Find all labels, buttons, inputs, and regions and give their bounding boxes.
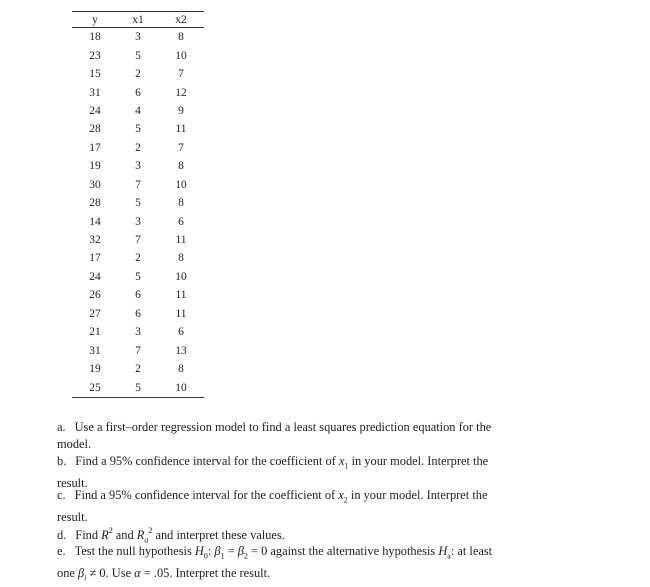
question-letter: a. xyxy=(57,420,66,434)
table-row xyxy=(72,378,204,397)
table-cell: 5 xyxy=(135,197,141,210)
table-cell: 7 xyxy=(135,178,141,191)
table-cell: 6 xyxy=(135,307,141,320)
table-cell: 4 xyxy=(135,104,141,117)
table-row xyxy=(72,65,204,83)
subscript: i xyxy=(84,573,87,583)
question-letter: b. xyxy=(57,454,67,468)
table-cell: 5 xyxy=(135,270,141,283)
question-text: and interpret these values. xyxy=(152,528,285,543)
subscript: a xyxy=(144,535,149,545)
table-cell: 25 xyxy=(72,378,118,397)
question-text-cont: ≠ 0. Use xyxy=(86,565,135,580)
table-cell: 17 xyxy=(89,252,101,265)
table-cell: 31 xyxy=(89,86,101,99)
table-cell: 9 xyxy=(178,104,184,117)
question-text: : xyxy=(207,544,215,558)
table-row xyxy=(72,176,204,194)
table-cell: 24 xyxy=(89,270,101,283)
question-e xyxy=(57,543,557,587)
table-cell: 32 xyxy=(89,234,101,247)
table-cell: 11 xyxy=(175,289,187,302)
table-row xyxy=(72,249,204,267)
table-cell: 3 xyxy=(135,326,141,339)
question-text: Find xyxy=(75,528,102,543)
question-text-cont: = .05. Interpret the result. xyxy=(140,565,271,580)
question-text: in your model. Interpret the xyxy=(347,488,488,502)
table-row xyxy=(72,157,204,175)
table-cell: 10 xyxy=(175,178,187,191)
table-cell: 2 xyxy=(135,363,141,376)
table-cell: 7 xyxy=(135,344,141,357)
table-cell: 5 xyxy=(135,123,141,136)
table-row xyxy=(72,231,204,249)
question-a xyxy=(57,419,557,454)
superscript: 2 xyxy=(108,526,113,535)
variable: β xyxy=(237,544,244,558)
table-cell: 10 xyxy=(158,378,204,397)
subscript: 2 xyxy=(243,551,248,561)
table-cell: 17 xyxy=(89,141,101,154)
variable: α xyxy=(134,565,141,580)
table-cell: 6 xyxy=(178,326,184,339)
data-table xyxy=(72,11,204,398)
table-header-row xyxy=(72,12,204,28)
variable: H xyxy=(438,544,448,558)
question-text: = xyxy=(224,544,238,558)
question-letter: d. xyxy=(57,528,67,543)
subscript: 0 xyxy=(203,551,208,561)
header-y: y xyxy=(72,12,118,28)
table-cell: 5 xyxy=(135,49,141,62)
table-cell: 18 xyxy=(89,31,101,44)
table-cell: 2 xyxy=(135,141,141,154)
table-cell: 12 xyxy=(175,86,187,99)
subscript: 2 xyxy=(343,495,348,505)
table-cell: 3 xyxy=(135,160,141,173)
header-x2: x2 xyxy=(158,12,204,28)
table-cell: 31 xyxy=(89,344,101,357)
table-cell: 8 xyxy=(178,160,184,173)
table-cell: 11 xyxy=(175,234,187,247)
table-cell: 2 xyxy=(135,252,141,265)
question-text: and xyxy=(112,528,137,543)
table-row xyxy=(72,305,204,323)
table-cell: 23 xyxy=(89,49,101,62)
table-cell: 10 xyxy=(175,270,187,283)
question-text: in your model. Interpret the xyxy=(348,454,489,468)
question-text: = 0 against the alternative hypothesis xyxy=(247,544,439,558)
table-row xyxy=(72,194,204,212)
table-cell: 27 xyxy=(89,307,101,320)
table-cell: 13 xyxy=(175,344,187,357)
table-cell: 11 xyxy=(175,123,187,136)
superscript: 2 xyxy=(148,526,153,535)
table-cell: 19 xyxy=(89,160,101,173)
table-cell: 8 xyxy=(178,31,184,44)
table-row xyxy=(72,360,204,378)
header-x1: x1 xyxy=(118,12,158,28)
question-text: Find a 95% confidence interval for the coefficient of xyxy=(74,488,339,502)
variable: x xyxy=(338,454,345,468)
table-row xyxy=(72,139,204,157)
table-cell: 8 xyxy=(178,363,184,376)
question-text: Test the null hypothesis xyxy=(74,544,195,558)
table-cell: 6 xyxy=(135,86,141,99)
variable: R xyxy=(101,528,109,543)
variable: β xyxy=(214,544,221,558)
question-text-cont: one xyxy=(57,565,78,580)
subscript: 1 xyxy=(220,551,225,561)
table-row xyxy=(72,120,204,138)
table-row xyxy=(72,341,204,359)
table-cell: 7 xyxy=(135,234,141,247)
question-letter: e. xyxy=(57,544,66,558)
table-cell: 24 xyxy=(89,104,101,117)
table-cell: 26 xyxy=(89,289,101,302)
table-row xyxy=(72,46,204,64)
table-row xyxy=(72,212,204,230)
question-letter: c. xyxy=(57,488,66,502)
table-cell: 7 xyxy=(178,141,184,154)
table-cell: 3 xyxy=(135,215,141,228)
variable: x xyxy=(338,488,344,502)
table-cell: 6 xyxy=(135,289,141,302)
subscript: a xyxy=(447,551,451,561)
question-text-cont: result. xyxy=(57,509,88,524)
table-cell: 11 xyxy=(175,307,187,320)
table-cell: 7 xyxy=(178,68,184,81)
table-cell: 5 xyxy=(118,378,158,397)
variable: β xyxy=(78,565,85,580)
variable: H xyxy=(194,544,204,558)
table-cell: 14 xyxy=(89,215,101,228)
table-cell: 21 xyxy=(89,326,101,339)
subscript: 1 xyxy=(344,461,349,471)
table-cell: 6 xyxy=(178,215,184,228)
table-cell: 8 xyxy=(178,197,184,210)
table-body xyxy=(72,28,204,398)
table-row xyxy=(72,28,204,47)
table-cell: 3 xyxy=(135,31,141,44)
table-row xyxy=(72,83,204,101)
question-text: : at least xyxy=(450,544,493,558)
table-cell: 28 xyxy=(89,123,101,136)
table-cell: 30 xyxy=(89,178,101,191)
table-row xyxy=(72,268,204,286)
table-cell: 15 xyxy=(89,68,101,81)
question-text: Use a first–order regression model to find a least squares prediction equation for the xyxy=(74,420,492,434)
table-cell: 8 xyxy=(178,252,184,265)
variable: R xyxy=(136,528,145,543)
question-text: Find a 95% confidence interval for the coefficient of xyxy=(75,454,339,468)
table-cell: 2 xyxy=(135,68,141,81)
table-cell: 19 xyxy=(89,363,101,376)
table-cell: 10 xyxy=(175,49,187,62)
question-text-cont: result. xyxy=(57,475,88,490)
table-row xyxy=(72,323,204,341)
question-text-cont: model. xyxy=(57,437,92,452)
table-row xyxy=(72,102,204,120)
table-cell: 28 xyxy=(89,197,101,210)
table-row xyxy=(72,286,204,304)
question-c xyxy=(57,487,557,526)
